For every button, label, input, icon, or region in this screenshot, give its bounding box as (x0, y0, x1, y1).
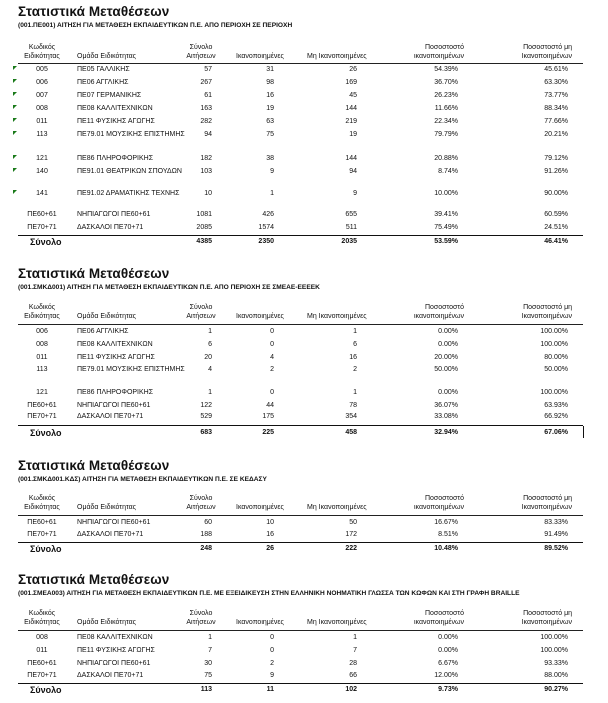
section-title: Στατιστικά Μεταθέσεων (18, 458, 170, 473)
cell-code: 011 (36, 354, 48, 361)
cell-n1: 282 (200, 118, 212, 125)
cell-n2: 38 (266, 155, 274, 162)
header-pct-unsatisfied: Ποσοστοστό μη Ικανοποιημένων (521, 495, 572, 511)
table-row (0, 168, 608, 188)
cell-n3: 1 (353, 389, 357, 396)
header-code: Κωδικός Ειδικότητας (24, 610, 60, 626)
flag-marker-icon (13, 92, 17, 96)
cell-n1: 1081 (196, 211, 212, 218)
cell-p2: 20.21% (544, 131, 568, 138)
cell-code: ΠΕ60+61 (27, 519, 57, 526)
cell-p1: 0.00% (438, 634, 458, 641)
header-satisfied: Ικανοποιημένες (236, 53, 284, 60)
cell-n3: 144 (345, 105, 357, 112)
section-subtitle: (001.ΣΜΚΔ001) ΑΙΤΗΣΗ ΓΙΑ ΜΕΤΑΘΕΣΗ ΕΚΠΑΙΔΕΥΤΙΚΩΝ Π.Ε. ΑΠΟ ΠΕΡΙΟΧΗ ΣΕ ΣΜΕΑΕ-ΕΕΕΕΚ (18, 284, 320, 291)
cell-code: 008 (36, 341, 48, 348)
cell-n3: 94 (349, 168, 357, 175)
header-code: Κωδικός Ειδικότητας (24, 44, 60, 60)
cell-spec: ΝΗΠΙΑΓΩΓΟΙ ΠΕ60+61 (77, 402, 151, 409)
table-row (0, 660, 608, 670)
header-specialty: Ομάδα Ειδικότητας (77, 619, 137, 626)
cell-lbl: Σύνολο (30, 685, 62, 695)
table-row (0, 131, 608, 151)
cell-p1: 10.48% (434, 545, 458, 552)
cell-n2: 4 (270, 354, 274, 361)
cell-p1: 0.00% (438, 328, 458, 335)
cell-spec: ΠΕ11 ΦΥΣΙΚΗΣ ΑΓΩΓΗΣ (77, 647, 155, 654)
report-section-3 (0, 458, 608, 558)
table-row (0, 354, 608, 364)
cell-n3: 172 (345, 531, 357, 538)
header-satisfied: Ικανοποιημένες (236, 313, 284, 320)
cell-n1: 529 (200, 413, 212, 420)
header-divider (18, 63, 583, 64)
cell-p2: 100.00% (540, 341, 568, 348)
header-total: Σύνολο Αιτήσεων (186, 610, 216, 626)
cell-p1: 20.00% (434, 354, 458, 361)
cell-p2: 88.34% (544, 105, 568, 112)
table-row (0, 341, 608, 351)
cell-p2: 60.59% (544, 211, 568, 218)
table-row (0, 211, 608, 221)
cell-p2: 90.27% (544, 686, 568, 693)
table-row (0, 672, 608, 682)
cell-n3: 45 (349, 92, 357, 99)
cell-spec: ΠΕ91.02 ΔΡΑΜΑΤΙΚΗΣ ΤΕΧΝΗΣ (77, 190, 180, 197)
cell-n1: 7 (208, 647, 212, 654)
cell-n1: 57 (204, 66, 212, 73)
cell-n3: 50 (349, 519, 357, 526)
table-row (0, 118, 608, 128)
cell-n2: 16 (266, 92, 274, 99)
table-row (0, 389, 608, 399)
cell-n1: 1 (208, 328, 212, 335)
cell-n2: 75 (266, 131, 274, 138)
cell-n2: 175 (262, 413, 274, 420)
cell-n2: 10 (266, 519, 274, 526)
cell-n3: 16 (349, 354, 357, 361)
table-row (0, 531, 608, 541)
cell-p2: 93.33% (544, 660, 568, 667)
cell-code: 113 (36, 366, 48, 373)
cell-spec: ΠΕ79.01 ΜΟΥΣΙΚΗΣ ΕΠΙΣΤΗΜΗΣ (77, 131, 185, 138)
cell-spec: ΔΑΣΚΑΛΟΙ ΠΕ70+71 (77, 531, 144, 538)
header-satisfied: Ικανοποιημένες (236, 504, 284, 511)
cell-code: 008 (36, 105, 48, 112)
cell-p1: 79.79% (434, 131, 458, 138)
cell-p1: 50.00% (434, 366, 458, 373)
cell-code: ΠΕ60+61 (27, 402, 57, 409)
cell-p2: 50.00% (544, 366, 568, 373)
cell-n3: 354 (345, 413, 357, 420)
cell-n1: 188 (200, 531, 212, 538)
cell-n1: 10 (204, 190, 212, 197)
cell-n1: 103 (200, 168, 212, 175)
cell-n3: 9 (353, 190, 357, 197)
cell-p2: 83.33% (544, 519, 568, 526)
cell-code: ΠΕ60+61 (27, 211, 57, 218)
cell-p1: 53.59% (434, 238, 458, 245)
cell-code: ΠΕ70+71 (27, 224, 57, 231)
table-row (0, 634, 608, 644)
cell-n2: 0 (270, 341, 274, 348)
cell-p2: 45.61% (544, 66, 568, 73)
cell-p1: 0.00% (438, 647, 458, 654)
flag-marker-icon (13, 190, 17, 194)
cell-n2: 0 (270, 328, 274, 335)
cell-p2: 46.41% (544, 238, 568, 245)
cell-p2: 100.00% (540, 647, 568, 654)
report-section-2 (0, 266, 608, 446)
cell-n3: 2035 (341, 238, 357, 245)
cell-n2: 63 (266, 118, 274, 125)
header-pct-unsatisfied: Ποσοστοστό μη Ικανοποιημένων (521, 610, 572, 626)
cell-n2: 426 (262, 211, 274, 218)
cell-n2: 225 (262, 429, 274, 436)
cell-n1: 113 (200, 686, 212, 693)
cell-code: 113 (36, 131, 48, 138)
cell-n3: 1 (353, 328, 357, 335)
total-row (0, 544, 608, 556)
cell-p1: 8.51% (438, 531, 458, 538)
cell-p1: 32.94% (434, 429, 458, 436)
cell-n1: 20 (204, 354, 212, 361)
cell-code: 121 (36, 389, 48, 396)
cell-n2: 11 (266, 686, 274, 693)
flag-marker-icon (13, 118, 17, 122)
cell-p1: 22.34% (434, 118, 458, 125)
cell-p2: 100.00% (540, 328, 568, 335)
cell-spec: ΠΕ86 ΠΛΗΡΟΦΟΡΙΚΗΣ (77, 155, 154, 162)
cell-n2: 16 (266, 531, 274, 538)
cell-n1: 4385 (196, 238, 212, 245)
cell-spec: ΠΕ05 ΓΑΛΛΙΚΗΣ (77, 66, 130, 73)
cell-n1: 2085 (196, 224, 212, 231)
cell-code: 141 (36, 190, 48, 197)
cell-code: ΠΕ70+71 (27, 531, 57, 538)
flag-marker-icon (13, 155, 17, 159)
report-section-1 (0, 4, 608, 252)
cell-n3: 7 (353, 647, 357, 654)
cell-n3: 144 (345, 155, 357, 162)
cell-p1: 39.41% (434, 211, 458, 218)
cell-n3: 19 (349, 131, 357, 138)
cell-spec: ΠΕ11 ΦΥΣΙΚΗΣ ΑΓΩΓΗΣ (77, 354, 155, 361)
cell-p1: 33.08% (434, 413, 458, 420)
cell-spec: ΝΗΠΙΑΓΩΓΟΙ ΠΕ60+61 (77, 519, 151, 526)
cell-n1: 60 (204, 519, 212, 526)
cell-p2: 73.77% (544, 92, 568, 99)
cell-n2: 0 (270, 389, 274, 396)
cell-p1: 20.88% (434, 155, 458, 162)
cell-spec: ΔΑΣΚΑΛΟΙ ΠΕ70+71 (77, 413, 144, 420)
total-divider (18, 683, 583, 684)
cell-p2: 63.93% (544, 402, 568, 409)
cell-n1: 30 (204, 660, 212, 667)
table-row (0, 105, 608, 115)
table-row (0, 66, 608, 76)
header-unsatisfied: Μη Ικανοποιημένες (307, 313, 367, 320)
cell-n2: 19 (266, 105, 274, 112)
cell-n2: 98 (266, 79, 274, 86)
cell-n1: 267 (200, 79, 212, 86)
cell-n3: 66 (349, 672, 357, 679)
header-pct-satisfied: Ποσοστοστό ικανοποιημένων (413, 304, 464, 320)
table-row (0, 155, 608, 165)
header-specialty: Ομάδα Ειδικότητας (77, 504, 137, 511)
cell-n2: 9 (270, 672, 274, 679)
cell-code: ΠΕ70+71 (27, 413, 57, 420)
cell-p1: 36.70% (434, 79, 458, 86)
cell-spec: ΠΕ06 ΑΓΓΛΙΚΗΣ (77, 328, 129, 335)
cell-n3: 1 (353, 634, 357, 641)
cell-n3: 511 (345, 224, 357, 231)
header-total: Σύνολο Αιτήσεων (186, 495, 216, 511)
cell-n1: 683 (200, 429, 212, 436)
table-row (0, 366, 608, 386)
cell-code: 006 (36, 328, 48, 335)
cell-spec: ΠΕ08 ΚΑΛΛΙΤΕΧΝΙΚΩΝ (77, 341, 153, 348)
cell-n2: 0 (270, 634, 274, 641)
section-title: Στατιστικά Μεταθέσεων (18, 572, 170, 587)
cell-spec: ΠΕ79.01 ΜΟΥΣΙΚΗΣ ΕΠΙΣΤΗΜΗΣ (77, 366, 185, 373)
cell-p1: 36.07% (434, 402, 458, 409)
flag-marker-icon (13, 105, 17, 109)
cell-p2: 91.49% (544, 531, 568, 538)
cell-spec: ΠΕ11 ΦΥΣΙΚΗΣ ΑΓΩΓΗΣ (77, 118, 155, 125)
cell-n2: 9 (270, 168, 274, 175)
cell-spec: ΝΗΠΙΑΓΩΓΟΙ ΠΕ60+61 (77, 211, 151, 218)
cell-p1: 10.00% (434, 190, 458, 197)
section-subtitle: (001.ΣΜΕΑ003) ΑΙΤΗΣΗ ΓΙΑ ΜΕΤΑΘΕΣΗ ΕΚΠΑΙΔΕΥΤΙΚΩΝ Π.Ε. ΜΕ ΕΞΕΙΔΙΚΕΥΣΗ ΣΤΗΝ ΕΛΛΗΝΙΚΗ ΝΟΗΜΑΤΙΚΗ ΓΛΩΣΣΑ ΤΩΝ ΚΩΦΩΝ ΚΑΙ ΣΤΗ ΓΡΑΦΗ BRAILLE (18, 590, 520, 597)
header-pct-satisfied: Ποσοστοστό ικανοποιημένων (413, 495, 464, 511)
table-row (0, 79, 608, 89)
header-code: Κωδικός Ειδικότητας (24, 304, 60, 320)
header-divider (18, 324, 583, 325)
cell-p1: 0.00% (438, 389, 458, 396)
header-satisfied: Ικανοποιημένες (236, 619, 284, 626)
cell-n1: 1 (208, 389, 212, 396)
cell-n1: 248 (200, 545, 212, 552)
table-row (0, 413, 608, 423)
flag-marker-icon (13, 66, 17, 70)
cell-n1: 122 (200, 402, 212, 409)
header-unsatisfied: Μη Ικανοποιημένες (307, 53, 367, 60)
cell-n1: 182 (200, 155, 212, 162)
cell-p2: 91.26% (544, 168, 568, 175)
cell-spec: ΠΕ06 ΑΓΓΛΙΚΗΣ (77, 79, 129, 86)
cell-n2: 44 (266, 402, 274, 409)
total-divider (18, 235, 583, 236)
header-specialty: Ομάδα Ειδικότητας (77, 53, 137, 60)
cell-n1: 4 (208, 366, 212, 373)
cell-n2: 31 (266, 66, 274, 73)
cell-code: 011 (36, 118, 48, 125)
cell-p2: 24.51% (544, 224, 568, 231)
section-title: Στατιστικά Μεταθέσεων (18, 4, 170, 19)
cell-code: ΠΕ70+71 (27, 672, 57, 679)
header-pct-satisfied: Ποσοστοστό ικανοποιημένων (413, 610, 464, 626)
cell-p2: 88.00% (544, 672, 568, 679)
table-row (0, 224, 608, 234)
cell-n1: 75 (204, 672, 212, 679)
table-row (0, 402, 608, 412)
cell-code: 140 (36, 168, 48, 175)
cell-n2: 1574 (258, 224, 274, 231)
cell-code: ΠΕ60+61 (27, 660, 57, 667)
header-divider (18, 630, 583, 631)
table-row (0, 647, 608, 657)
header-unsatisfied: Μη Ικανοποιημένες (307, 504, 367, 511)
cell-p1: 9.73% (438, 686, 458, 693)
cell-p1: 26.23% (434, 92, 458, 99)
cell-spec: ΝΗΠΙΑΓΩΓΟΙ ΠΕ60+61 (77, 660, 151, 667)
cell-p2: 89.52% (544, 545, 568, 552)
total-row (0, 685, 608, 697)
cell-p2: 63.30% (544, 79, 568, 86)
total-divider (18, 542, 583, 543)
cell-n3: 6 (353, 341, 357, 348)
cell-p2: 77.66% (544, 118, 568, 125)
cell-n2: 2350 (258, 238, 274, 245)
flag-marker-icon (13, 79, 17, 83)
cell-spec: ΠΕ86 ΠΛΗΡΟΦΟΡΙΚΗΣ (77, 389, 154, 396)
cell-p2: 67.06% (544, 429, 568, 436)
table-row (0, 328, 608, 338)
cell-n1: 94 (204, 131, 212, 138)
cell-n3: 458 (345, 429, 357, 436)
header-pct-satisfied: Ποσοστοστό ικανοποιημένων (413, 44, 464, 60)
section-title: Στατιστικά Μεταθέσεων (18, 266, 170, 281)
cell-p1: 6.67% (438, 660, 458, 667)
header-pct-unsatisfied: Ποσοστοστό μη Ικανοποιημένων (521, 304, 572, 320)
cell-spec: ΠΕ07 ΓΕΡΜΑΝΙΚΗΣ (77, 92, 142, 99)
cell-n3: 2 (353, 366, 357, 373)
cell-n3: 169 (345, 79, 357, 86)
cell-p1: 54.39% (434, 66, 458, 73)
cell-lbl: Σύνολο (30, 544, 62, 554)
cell-lbl: Σύνολο (30, 428, 62, 438)
cell-p1: 16.67% (434, 519, 458, 526)
cell-n3: 78 (349, 402, 357, 409)
header-total: Σύνολο Αιτήσεων (186, 44, 216, 60)
cell-spec: ΔΑΣΚΑΛΟΙ ΠΕ70+71 (77, 672, 144, 679)
cell-n2: 1 (270, 190, 274, 197)
cell-n2: 2 (270, 366, 274, 373)
cell-n3: 102 (345, 686, 357, 693)
cell-n1: 163 (200, 105, 212, 112)
cell-n2: 0 (270, 647, 274, 654)
cell-p1: 75.49% (434, 224, 458, 231)
cell-p2: 66.92% (544, 413, 568, 420)
cell-n3: 222 (345, 545, 357, 552)
cell-n2: 26 (266, 545, 274, 552)
header-pct-unsatisfied: Ποσοστοστό μη Ικανοποιημένων (521, 44, 572, 60)
table-row (0, 92, 608, 102)
total-divider (18, 425, 583, 426)
cell-n2: 2 (270, 660, 274, 667)
header-divider (18, 515, 583, 516)
table-row (0, 190, 608, 210)
section-subtitle: (001.ΣΜΚΔ001.ΚΔΣ) ΑΙΤΗΣΗ ΓΙΑ ΜΕΤΑΘΕΣΗ ΕΚΠΑΙΔΕΥΤΙΚΩΝ Π.Ε. ΣΕ ΚΕΔΑΣΥ (18, 476, 267, 483)
header-total: Σύνολο Αιτήσεων (186, 304, 216, 320)
report-section-4 (0, 572, 608, 703)
cell-p2: 90.00% (544, 190, 568, 197)
cell-p1: 0.00% (438, 341, 458, 348)
cell-code: 007 (36, 92, 48, 99)
cell-spec: ΠΕ08 ΚΑΛΛΙΤΕΧΝΙΚΩΝ (77, 105, 153, 112)
cell-code: 005 (36, 66, 48, 73)
total-row (0, 428, 608, 440)
cell-n1: 6 (208, 341, 212, 348)
total-row (0, 237, 608, 249)
cell-p2: 80.00% (544, 354, 568, 361)
cell-spec: ΠΕ91.01 ΘΕΑΤΡΙΚΩΝ ΣΠΟΥΔΩΝ (77, 168, 182, 175)
cell-n1: 1 (208, 634, 212, 641)
cell-code: 011 (36, 647, 48, 654)
flag-marker-icon (13, 131, 17, 135)
header-code: Κωδικός Ειδικότητας (24, 495, 60, 511)
cell-p1: 8.74% (438, 168, 458, 175)
cell-p2: 100.00% (540, 634, 568, 641)
header-unsatisfied: Μη Ικανοποιημένες (307, 619, 367, 626)
cell-code: 121 (36, 155, 48, 162)
cell-n3: 28 (349, 660, 357, 667)
cell-n1: 61 (204, 92, 212, 99)
flag-marker-icon (13, 168, 17, 172)
cell-p1: 11.66% (434, 105, 458, 112)
cell-p2: 79.12% (544, 155, 568, 162)
table-row (0, 519, 608, 529)
cell-lbl: Σύνολο (30, 237, 62, 247)
cell-n3: 26 (349, 66, 357, 73)
header-specialty: Ομάδα Ειδικότητας (77, 313, 137, 320)
cell-spec: ΠΕ08 ΚΑΛΛΙΤΕΧΝΙΚΩΝ (77, 634, 153, 641)
cell-p2: 100.00% (540, 389, 568, 396)
cell-code: 006 (36, 79, 48, 86)
cell-code: 008 (36, 634, 48, 641)
cell-spec: ΔΑΣΚΑΛΟΙ ΠΕ70+71 (77, 224, 144, 231)
cell-p1: 12.00% (434, 672, 458, 679)
section-subtitle: (001.ΠΕ001) ΑΙΤΗΣΗ ΓΙΑ ΜΕΤΑΘΕΣΗ ΕΚΠΑΙΔΕΥΤΙΚΩΝ Π.Ε. ΑΠΟ ΠΕΡΙΟΧΗ ΣΕ ΠΕΡΙΟΧΗ (18, 22, 293, 29)
cell-n3: 655 (345, 211, 357, 218)
cell-n3: 219 (345, 118, 357, 125)
